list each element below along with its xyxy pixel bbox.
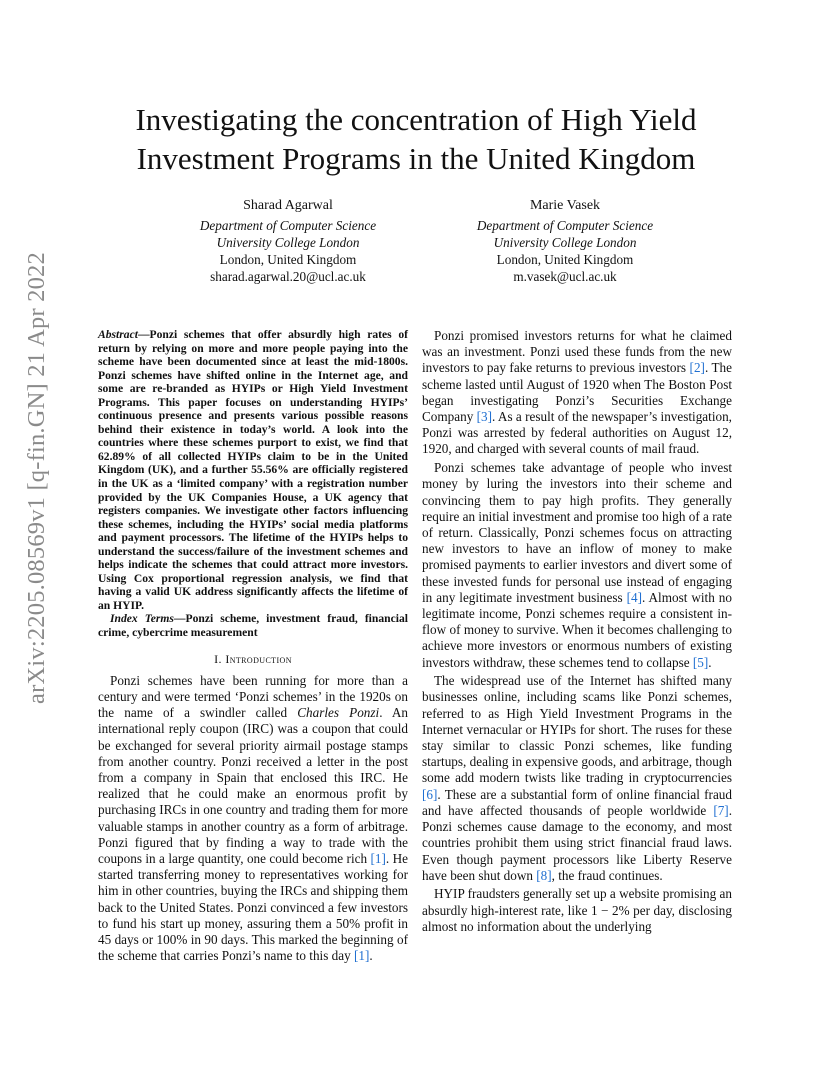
text-run: . Almost with no legitimate income, Ponzi schemes require a consistent in-flow of money to survive. When it becomes challenging to achieve more investors or enormous numbers of existing investors withdraw, these schemes tend to collapse: [422, 589, 732, 670]
right-column: [422, 328, 732, 935]
citation-link[interactable]: [6]: [422, 786, 438, 802]
paper-title: [96, 100, 736, 178]
author-email: sharad.agarwal.20@ucl.ac.uk: [210, 269, 366, 284]
paragraph: [422, 328, 732, 458]
text-run: . An international reply coupon (IRC) was a coupon that could be exchanged for several priority airmail postage stamps from another country. Ponzi received a letter in the post from a company in Spain that enclosed this IRC. He realized that he could make an enormous profit by purchasing IRCs in one country and trading them for more valuable stamps in another country as a form of arbitrage. Ponzi figured that by finding a way to trade with the coupons in a large quantity, one could become rich: [98, 705, 409, 867]
abstract-lead: Abstract: [98, 328, 138, 341]
author-organization: University College London: [216, 235, 360, 250]
abstract: [98, 328, 408, 612]
text-run: .: [369, 948, 373, 964]
paragraph: [422, 673, 732, 884]
index-terms-text: —Ponzi scheme, investment fraud, financial crime, cybercrime measurement: [98, 612, 408, 640]
citation-link[interactable]: [1]: [353, 948, 370, 964]
text-run: The widespread use of the Internet has shifted many businesses online, including scams like Ponzi schemes, referred to as High Yield Investment Programs in the Internet vernacular or HYIPs for short. The ruses for these stay similar to classic Ponzi schemes, like funding startups, dealing in expensive goods, and arbitrage, though some add modern twists like trading in cryptocurrencies: [422, 673, 732, 786]
index-terms-lead: Index Terms: [110, 612, 174, 626]
text-run: Ponzi schemes take advantage of people who invest money by luring the investors into their scheme and convincing them to pay high profits. They generally require an initial investment and promise too high of a rate of return. Classically, Ponzi schemes focus on attracting new investors to have an inflow of money to make promised payments to earlier investors and divert some of these invested funds for personal use instead of engaging in any legitimate investment business: [422, 460, 732, 605]
text-run: .: [708, 654, 712, 670]
paragraph: [98, 673, 408, 965]
citation-link[interactable]: [1]: [370, 851, 386, 867]
left-column: [98, 328, 408, 964]
paragraph: [422, 886, 732, 935]
section-heading-introduction: [98, 651, 408, 667]
text-run: . The scheme lasted until August of 1920 when The Boston Post began investigating Ponzi’s Securities Exchange Company: [422, 360, 733, 425]
citation-link[interactable]: [8]: [536, 867, 552, 883]
author-organization: University College London: [493, 235, 637, 250]
text-run: Ponzi promised investors returns for what he claimed was an investment. Ponzi used these funds from the new investors to pay fake returns to previous investors: [422, 328, 732, 376]
author-email: m.vasek@ucl.ac.uk: [513, 269, 617, 284]
section-number: I.: [214, 651, 226, 666]
author-name: Marie Vasek: [529, 198, 601, 213]
author-location: London, United Kingdom: [219, 252, 357, 267]
author-block-1: [153, 197, 423, 285]
author-department: Department of Computer Science: [476, 218, 654, 233]
citation-link[interactable]: [3]: [476, 409, 493, 425]
text-run: . As a result of the newspaper’s investigation, Ponzi was arrested by federal authorities on August 12, 1920, and charged with several counts of mail fraud.: [422, 409, 732, 457]
title-line-1: Investigating the concentration of High Yield: [135, 102, 697, 137]
text-run: . Ponzi schemes cause damage to the economy, and most countries prohibit them using strict financial fraud laws. Even though payment processors like Liberty Reserve have been shut down: [422, 802, 732, 883]
emphasized-name: Charles Ponzi: [297, 705, 380, 721]
citation-link[interactable]: [7]: [713, 802, 729, 818]
arxiv-sidebar: [22, 252, 52, 704]
text-run: , the fraud continues.: [551, 867, 663, 883]
section-title: Introduction: [225, 651, 292, 666]
text-run: Ponzi schemes have been running for more than a century and were termed ‘Ponzi schemes’ in the 1920s on the name of a swindler called: [98, 672, 408, 721]
citation-link[interactable]: [5]: [692, 654, 709, 670]
text-run: . These are a substantial form of online financial fraud and have affected thousands of people worldwide: [422, 786, 732, 818]
arxiv-identifier: arXiv:2205.08569v1 [q-fin.GN] 21 Apr 2022: [23, 252, 50, 704]
author-department: Department of Computer Science: [199, 218, 377, 233]
text-run: . He started transferring money to representatives working for him in other countries, buying the IRCs and shipping them back to the United States. Ponzi convinced a few investors to fund his start up money, assuring them a 50% profit in 45 days or 100% in 90 days. This marked the beginning of the scheme that carries Ponzi’s name to this day: [98, 851, 408, 964]
citation-link[interactable]: [4]: [626, 589, 642, 605]
abstract-text: —Ponzi schemes that offer absurdly high rates of return by relying on more and more people paying into the scheme have been documented since at least the mid-1800s. Ponzi schemes have shifted online in the Internet age, and some are re-branded as HYIPs or High Yield Investment Programs. This paper focuses on understanding HYIPs’ continuous presence and presents various possible reasons behind their existence in today’s world. A look into the countries where these schemes purport to exist, we find that 62.89% of all collected HYIPs claim to be in the United Kingdom (UK), and a further 55.56% are officially registered in the UK as a ‘limited company’ with a registration number provided by the UK Companies House, a UK agency that registers companies. We investigate other factors influencing these schemes, including the HYIPs’ social media platforms and payment processors. The lifetime of the HYIPs helps to understand the success/failure of the investment schemes and helps indicate the schemes that could attract more investors. Using Cox proportional regression analysis, we find that having a valid UK address significantly affects the lifetime of an HYIP.: [98, 328, 408, 612]
citation-link[interactable]: [2]: [689, 360, 705, 376]
paragraph: [422, 460, 732, 671]
title-line-2: Investment Programs in the United Kingdom: [136, 141, 696, 176]
author-location: London, United Kingdom: [496, 252, 634, 267]
index-terms: [98, 612, 408, 639]
author-block-2: [430, 197, 700, 285]
text-run: HYIP fraudsters generally set up a website promising an absurdly high-interest rate, like 1 − 2% per day, disclosing almost no information about the underlying: [422, 886, 732, 934]
author-name: Sharad Agarwal: [243, 198, 333, 213]
